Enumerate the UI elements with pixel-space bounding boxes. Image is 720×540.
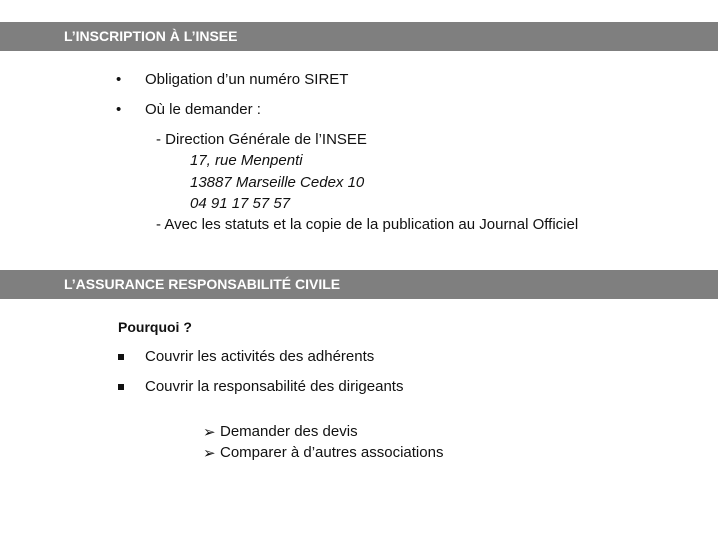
bullet-text: Couvrir la responsabilité des dirigeants bbox=[145, 378, 404, 395]
arrow-bullet-icon: ➢ bbox=[203, 424, 216, 441]
address-city: 13887 Marseille Cedex 10 bbox=[190, 174, 365, 191]
arrow-item: Demander des devis bbox=[220, 423, 358, 440]
section-header-assurance bbox=[0, 270, 718, 299]
arrow-bullet-icon: ➢ bbox=[203, 445, 216, 462]
section-title: L’INSCRIPTION À L’INSEE bbox=[64, 28, 238, 44]
bullet-text: Où le demander : bbox=[145, 101, 261, 118]
square-bullet-icon bbox=[118, 354, 124, 360]
detail-line: - Direction Générale de l’INSEE bbox=[156, 131, 367, 148]
detail-line: - Avec les statuts et la copie de la publication au Journal Officiel bbox=[156, 216, 579, 233]
section-title: L’ASSURANCE RESPONSABILITÉ CIVILE bbox=[64, 276, 341, 292]
bullet-icon: • bbox=[116, 101, 122, 118]
arrow-item: Comparer à d’autres associations bbox=[220, 444, 444, 461]
section-header-insee bbox=[0, 22, 718, 51]
address-street: 17, rue Menpenti bbox=[190, 152, 303, 169]
bullet-icon: • bbox=[116, 71, 122, 88]
phone-number: 04 91 17 57 57 bbox=[190, 195, 291, 212]
bullet-text: Obligation d’un numéro SIRET bbox=[145, 71, 349, 88]
square-bullet-icon bbox=[118, 384, 124, 390]
bullet-text: Couvrir les activités des adhérents bbox=[145, 348, 375, 365]
question-label: Pourquoi ? bbox=[118, 319, 192, 335]
